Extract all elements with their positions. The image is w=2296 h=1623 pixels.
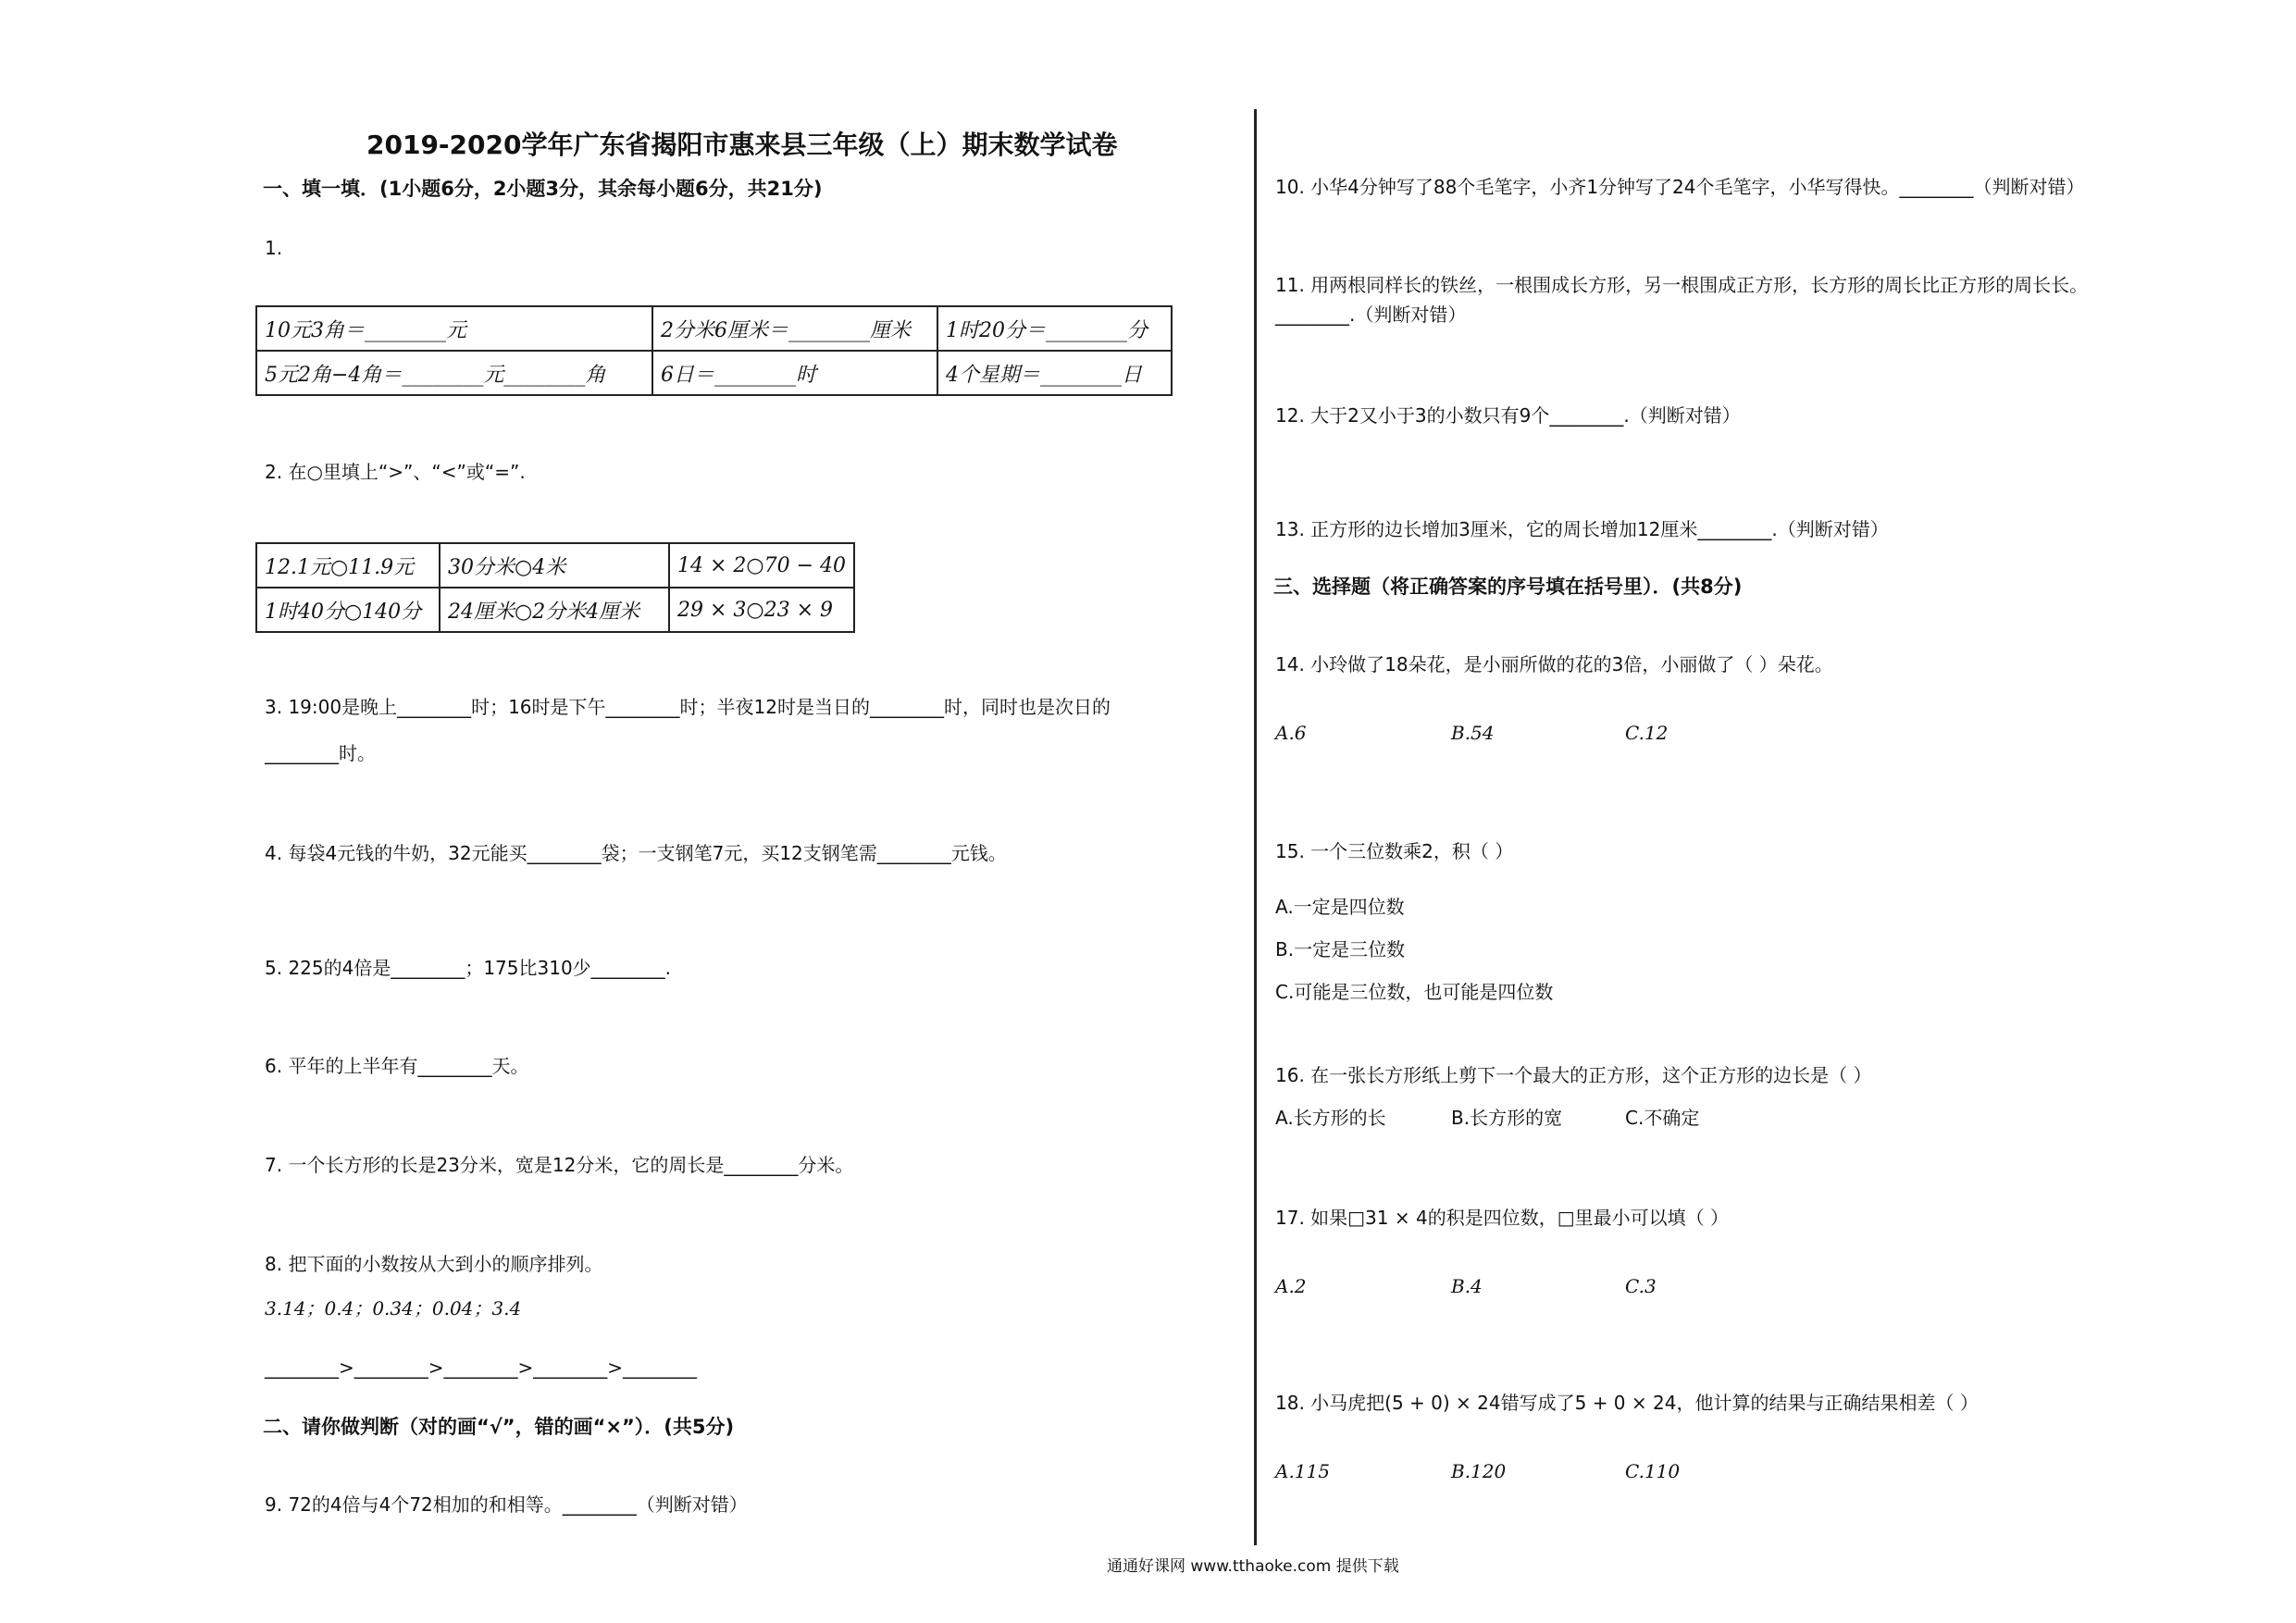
option-c: C.不确定	[1625, 1107, 1700, 1129]
table-cell: 2分米6厘米＝________厘米	[652, 306, 937, 351]
question-11-line-2: ________.（判断对错）	[1275, 304, 1467, 326]
option-b: B.54	[1451, 722, 1495, 744]
section-heading-3: 三、选择题（将正确答案的序号填在括号里）．(共8分)	[1273, 576, 1743, 598]
option-a: A.长方形的长	[1275, 1107, 1386, 1129]
question-3-line-1: 3. 19:00是晚上________时；16时是下午________时；半夜12时是当日的________时，同时也是次日的	[265, 696, 1111, 718]
table-cell: 1时20分＝________分	[937, 306, 1172, 351]
table-cell: 30分米○4米	[440, 543, 669, 588]
question-2-table	[255, 542, 855, 633]
question-10: 10. 小华4分钟写了88个毛笔字，小齐1分钟写了24个毛笔字，小华写得快。________（判断对错）	[1275, 176, 2085, 198]
table-cell: 6日＝________时	[652, 351, 937, 395]
table-cell: 5元2角−4角＝________元________角	[256, 351, 652, 395]
question-8: 8. 把下面的小数按从大到小的顺序排列。	[265, 1253, 603, 1275]
question-15: 15. 一个三位数乘2，积（ ）	[1275, 840, 1514, 862]
question-16: 16. 在一张长方形纸上剪下一个最大的正方形，这个正方形的边长是（ ）	[1275, 1064, 1872, 1086]
option-b: B.一定是三位数	[1275, 938, 1406, 960]
option-c: C.3	[1625, 1275, 1657, 1297]
option-c: C.110	[1625, 1460, 1681, 1482]
option-a: A.115	[1275, 1460, 1330, 1482]
table-cell: 4个星期＝________日	[937, 351, 1172, 395]
question-11-line-1: 11. 用两根同样长的铁丝，一根围成长方形，另一根围成正方形，长方形的周长比正方形的周长长。	[1275, 274, 2089, 296]
question-4: 4. 每袋4元钱的牛奶，32元能买________袋；一支钢笔7元，买12支钢笔需________元钱。	[265, 842, 1007, 864]
section-heading-2: 二、请你做判断（对的画“√”，错的画“×”）．(共5分)	[263, 1416, 735, 1438]
question-18: 18. 小马虎把(5 + 0) × 24错写成了5 + 0 × 24，他计算的结果与正确结果相差（ ）	[1275, 1392, 1979, 1414]
question-1-table	[255, 305, 1173, 396]
option-a: A.6	[1275, 722, 1307, 744]
question-14: 14. 小玲做了18朵花，是小丽所做的花的3倍，小丽做了（ ）朵花。	[1275, 653, 1833, 675]
option-b: B.长方形的宽	[1451, 1107, 1563, 1129]
table-cell: 29 × 3○23 × 9	[669, 588, 854, 632]
table-cell: 14 × 2○70 − 40	[669, 543, 854, 588]
table-row	[256, 351, 1172, 395]
question-7: 7. 一个长方形的长是23分米，宽是12分米，它的周长是________分米。	[265, 1154, 854, 1176]
question-3-line-2: ________时。	[265, 742, 376, 764]
option-b: B.120	[1451, 1460, 1507, 1482]
table-cell: 12.1元○11.9元	[256, 543, 440, 588]
question-2: 2. 在○里填上“>”、“<”或“=”.	[265, 461, 526, 483]
table-row	[256, 588, 854, 632]
page-title: 2019-2020学年广东省揭阳市惠来县三年级（上）期末数学试卷	[366, 130, 1118, 160]
table-cell: 24厘米○2分米4厘米	[440, 588, 669, 632]
question-6: 6. 平年的上半年有________天。	[265, 1055, 529, 1077]
option-c: C.12	[1625, 722, 1669, 744]
question-12: 12. 大于2又小于3的小数只有9个________.（判断对错）	[1275, 404, 1741, 427]
question-8-numbers: 3.14；0.4；0.34；0.04；3.4	[265, 1297, 522, 1319]
footer-text: 通通好课网 www.tthaoke.com 提供下载	[1107, 1557, 1399, 1576]
question-17: 17. 如果□31 × 4的积是四位数，□里最小可以填（ ）	[1275, 1207, 1729, 1229]
option-a: A.一定是四位数	[1275, 896, 1405, 918]
table-row	[256, 306, 1172, 351]
table-cell: 1时40分○140分	[256, 588, 440, 632]
question-1-label: 1.	[265, 237, 283, 259]
question-8-blanks: ________>________>________>________>________	[265, 1357, 698, 1379]
table-cell: 10元3角＝________元	[256, 306, 652, 351]
table-row	[256, 543, 854, 588]
section-heading-1: 一、填一填．(1小题6分，2小题3分，其余每小题6分，共21分)	[263, 178, 823, 200]
question-5: 5. 225的4倍是________；175比310少________.	[265, 957, 672, 979]
column-divider	[1254, 109, 1257, 1545]
question-13: 13. 正方形的边长增加3厘米，它的周长增加12厘米________.（判断对错）	[1275, 518, 1889, 540]
option-a: A.2	[1275, 1275, 1307, 1297]
option-c: C.可能是三位数，也可能是四位数	[1275, 981, 1554, 1003]
option-b: B.4	[1451, 1275, 1483, 1297]
question-9: 9. 72的4倍与4个72相加的和相等。________（判断对错）	[265, 1493, 748, 1516]
